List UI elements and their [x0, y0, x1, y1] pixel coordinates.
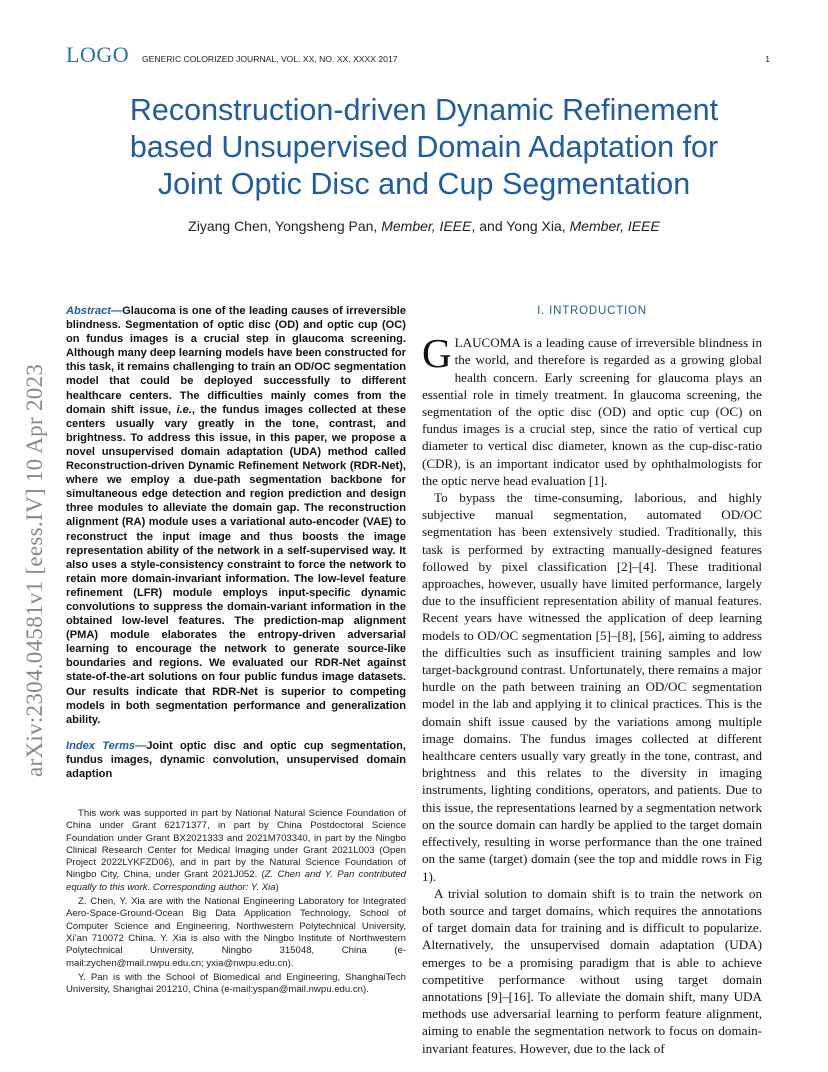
index-terms-text: Joint optic disc and optic cup segmentation, fundus images, dynamic convolution, unsupervised domain adaption: [66, 739, 406, 780]
footnote-funding-text: This work was supported in part by National Natural Science Foundation of China under Grant 62171377, in part by China Postdoctoral Science Foundation under Grant BX2021333 and 2021M703340, in part by the Ningbo Clinical Research Center for Medical Imaging under Grant 2021L003 (Open Project 2022LYKFZD06), and in part by the Natural Science Foundation of Ningbo City, China, under Grant 2021J052. (: [66, 808, 406, 881]
author-membership: Member, IEEE: [381, 218, 472, 234]
title-line: Joint Optic Disc and Cup Segmentation: [157, 167, 691, 201]
author-names: Ziyang Chen, Yongsheng Pan,: [188, 218, 382, 234]
section-heading: I. INTRODUCTION: [537, 305, 647, 317]
intro-paragraph: A trivial solution to domain shift is to train the network on both source and target domains, which requires the annotations of target domain data for training and is difficult to popularize. Alternatively, the unsupervised domain adaptation (UDA) emerges to be a promising paradigm that is able to achieve competitive performance without using target domain annotations [9]–[16]. To alleviate the domain shift, many UDA methods use adversarial learning to perform feature alignment, aiming to enable the segmentation network to focus on domain-invariant features. However, due to the lack of: [422, 885, 762, 1056]
arxiv-stamp: arXiv:2304.04581v1 [eess.IV] 10 Apr 2023: [22, 363, 47, 777]
footnote-funding: [66, 808, 406, 894]
intro-paragraph-text: LAUCOMA is a leading cause of irreversible blindness in the world, and therefore is regarded as a growing global health concern. Early screening for glaucoma plays an essential role in timely treatment. In glaucoma screening, the segmentation of the optic disc (OD) and optic cup (OC) on fundus images is a crucial step, since the ratio of vertical cup diameter to vertical disc diameter, known as the cup-disc-ratio (CDR), is an important indicator used by ophthalmologists for the optic nerve head evaluation [1].: [422, 335, 762, 488]
intro-paragraph: To bypass the time-consuming, laborious, and highly subjective manual segmentation, automated OD/OC segmentation has been extensively studied. Traditionally, this task is performed by extracting manually-designed features followed by pixel classification [2]–[4]. These traditional approaches, however, usually have limited performance, largely due to the insufficient representation ability of manual features. Recent years have witnessed the application of deep learning models to OD/OC segmentation [5]–[8], [56], aiming to address the difficulties such as insufficient training samples and low target-background contrast. Unfortunately, there remains a major hurdle on the path between training an OD/OC segmentation model in the lab and applying it to clinical practices. This is the domain shift issue caused by the variations among multiple image domains. The fundus images collected at different healthcare centers usually vary greatly in the tone, contrast, and brightness and this relates to the diversity in imaging instruments, lighting conditions, operators, and patients. Due to this issue, the representations learned by a segmentation network on the source domain can hardly be applied to the target domain effectively, resulting in worse performance than the one trained on the same (target) domain (see the top and middle rows in Fig 1).: [422, 490, 762, 884]
abstract-text: Glaucoma is one of the leading causes of irreversible blindness. Segmentation of optic disc (OD) and optic cup (OC) on fundus images is a crucial step in glaucoma screening. Although many deep learning models have been constructed for this task, it remains challenging to train an OD/OC segmentation model that could be deployed successfully to different healthcare centers. The difficulties mainly comes from the domain shift issue,: [66, 305, 406, 416]
title-line: Reconstruction-driven Dynamic Refinement: [129, 93, 719, 127]
author-list: [60, 218, 788, 234]
page-number: 1: [765, 54, 770, 64]
footnote-close-paren: ): [275, 881, 279, 893]
index-terms-label: Index Terms—: [66, 739, 147, 752]
abstract: [66, 304, 406, 727]
footnotes: [66, 808, 406, 998]
title-line: based Unsupervised Domain Adaptation for: [129, 130, 719, 164]
index-terms: [66, 739, 406, 781]
intro-paragraph: [422, 330, 762, 489]
footnote-affiliation: Z. Chen, Y. Xia are with the National Engineering Laboratory for Integrated Aero-Space-Ground-Ocean Big Data Application Technology, School of Computer Science and Engineering, Northwestern Polytechnical University, Xi’an 710072 China. Y. Xia is also with the Ningbo Institute of Northwestern Polytechnical University, Ningbo 315048, China (e-mail:zychen@mail.nwpu.edu.cn; yxia@nwpu.edu.cn).: [66, 896, 406, 969]
author-names: , and Yong Xia,: [471, 218, 570, 234]
author-membership: Member, IEEE: [569, 218, 660, 234]
paper-title: [60, 92, 788, 203]
abstract-label: Abstract—: [66, 305, 123, 317]
journal-name: GENERIC COLORIZED JOURNAL, VOL. XX, NO. XX, XXXX 2017: [142, 54, 398, 64]
footnote-affiliation: Y. Pan is with the School of Biomedical and Engineering, ShanghaiTech University, Shanghai 201210, China (e-mail:yspan@mail.nwpu.edu.cn).: [66, 971, 406, 996]
footnote-contribution: Z. Chen and Y. Pan contributed equally to this work. Corresponding author: Y. Xia: [66, 869, 407, 893]
drop-cap: G: [422, 330, 452, 377]
page-header: [66, 42, 770, 68]
journal-logo: LOGO: [66, 42, 130, 67]
abstract-text-continued: , the fundus images collected at these centers usually vary greatly in the tone, contrast, and brightness. To address this issue, in this paper, we propose a novel unsupervised domain adaptation (UDA) method called Reconstruction-driven Dynamic Refinement Network (RDR-Net), where we employ a due-path segmentation backbone for simultaneous edge detection and region prediction and design three modules to alleviate the domain gap. The reconstruction alignment (RA) module uses a variational auto-encoder (VAE) to reconstruct the input image and thus boosts the image representation ability of the network in a self-supervised way. It also uses a style-consistency constraint to force the network to retain more domain-invariant information. The low-level feature refinement (LFR) module employs input-specific dynamic convolutions to suppress the domain-variant information in the obtained low-level features. The prediction-map alignment (PMA) module elaborates the entropy-driven adversarial learning to encourage the network to generate source-like boundaries and regions. We evaluated our RDR-Net against state-of-the-art solutions on four public fundus image datasets. Our results indicate that RDR-Net is superior to competing models in both segmentation performance and generalization ability.: [66, 403, 406, 726]
left-column: [66, 304, 406, 781]
right-column: [422, 303, 762, 1057]
abstract-ie: i.e.: [176, 403, 192, 416]
